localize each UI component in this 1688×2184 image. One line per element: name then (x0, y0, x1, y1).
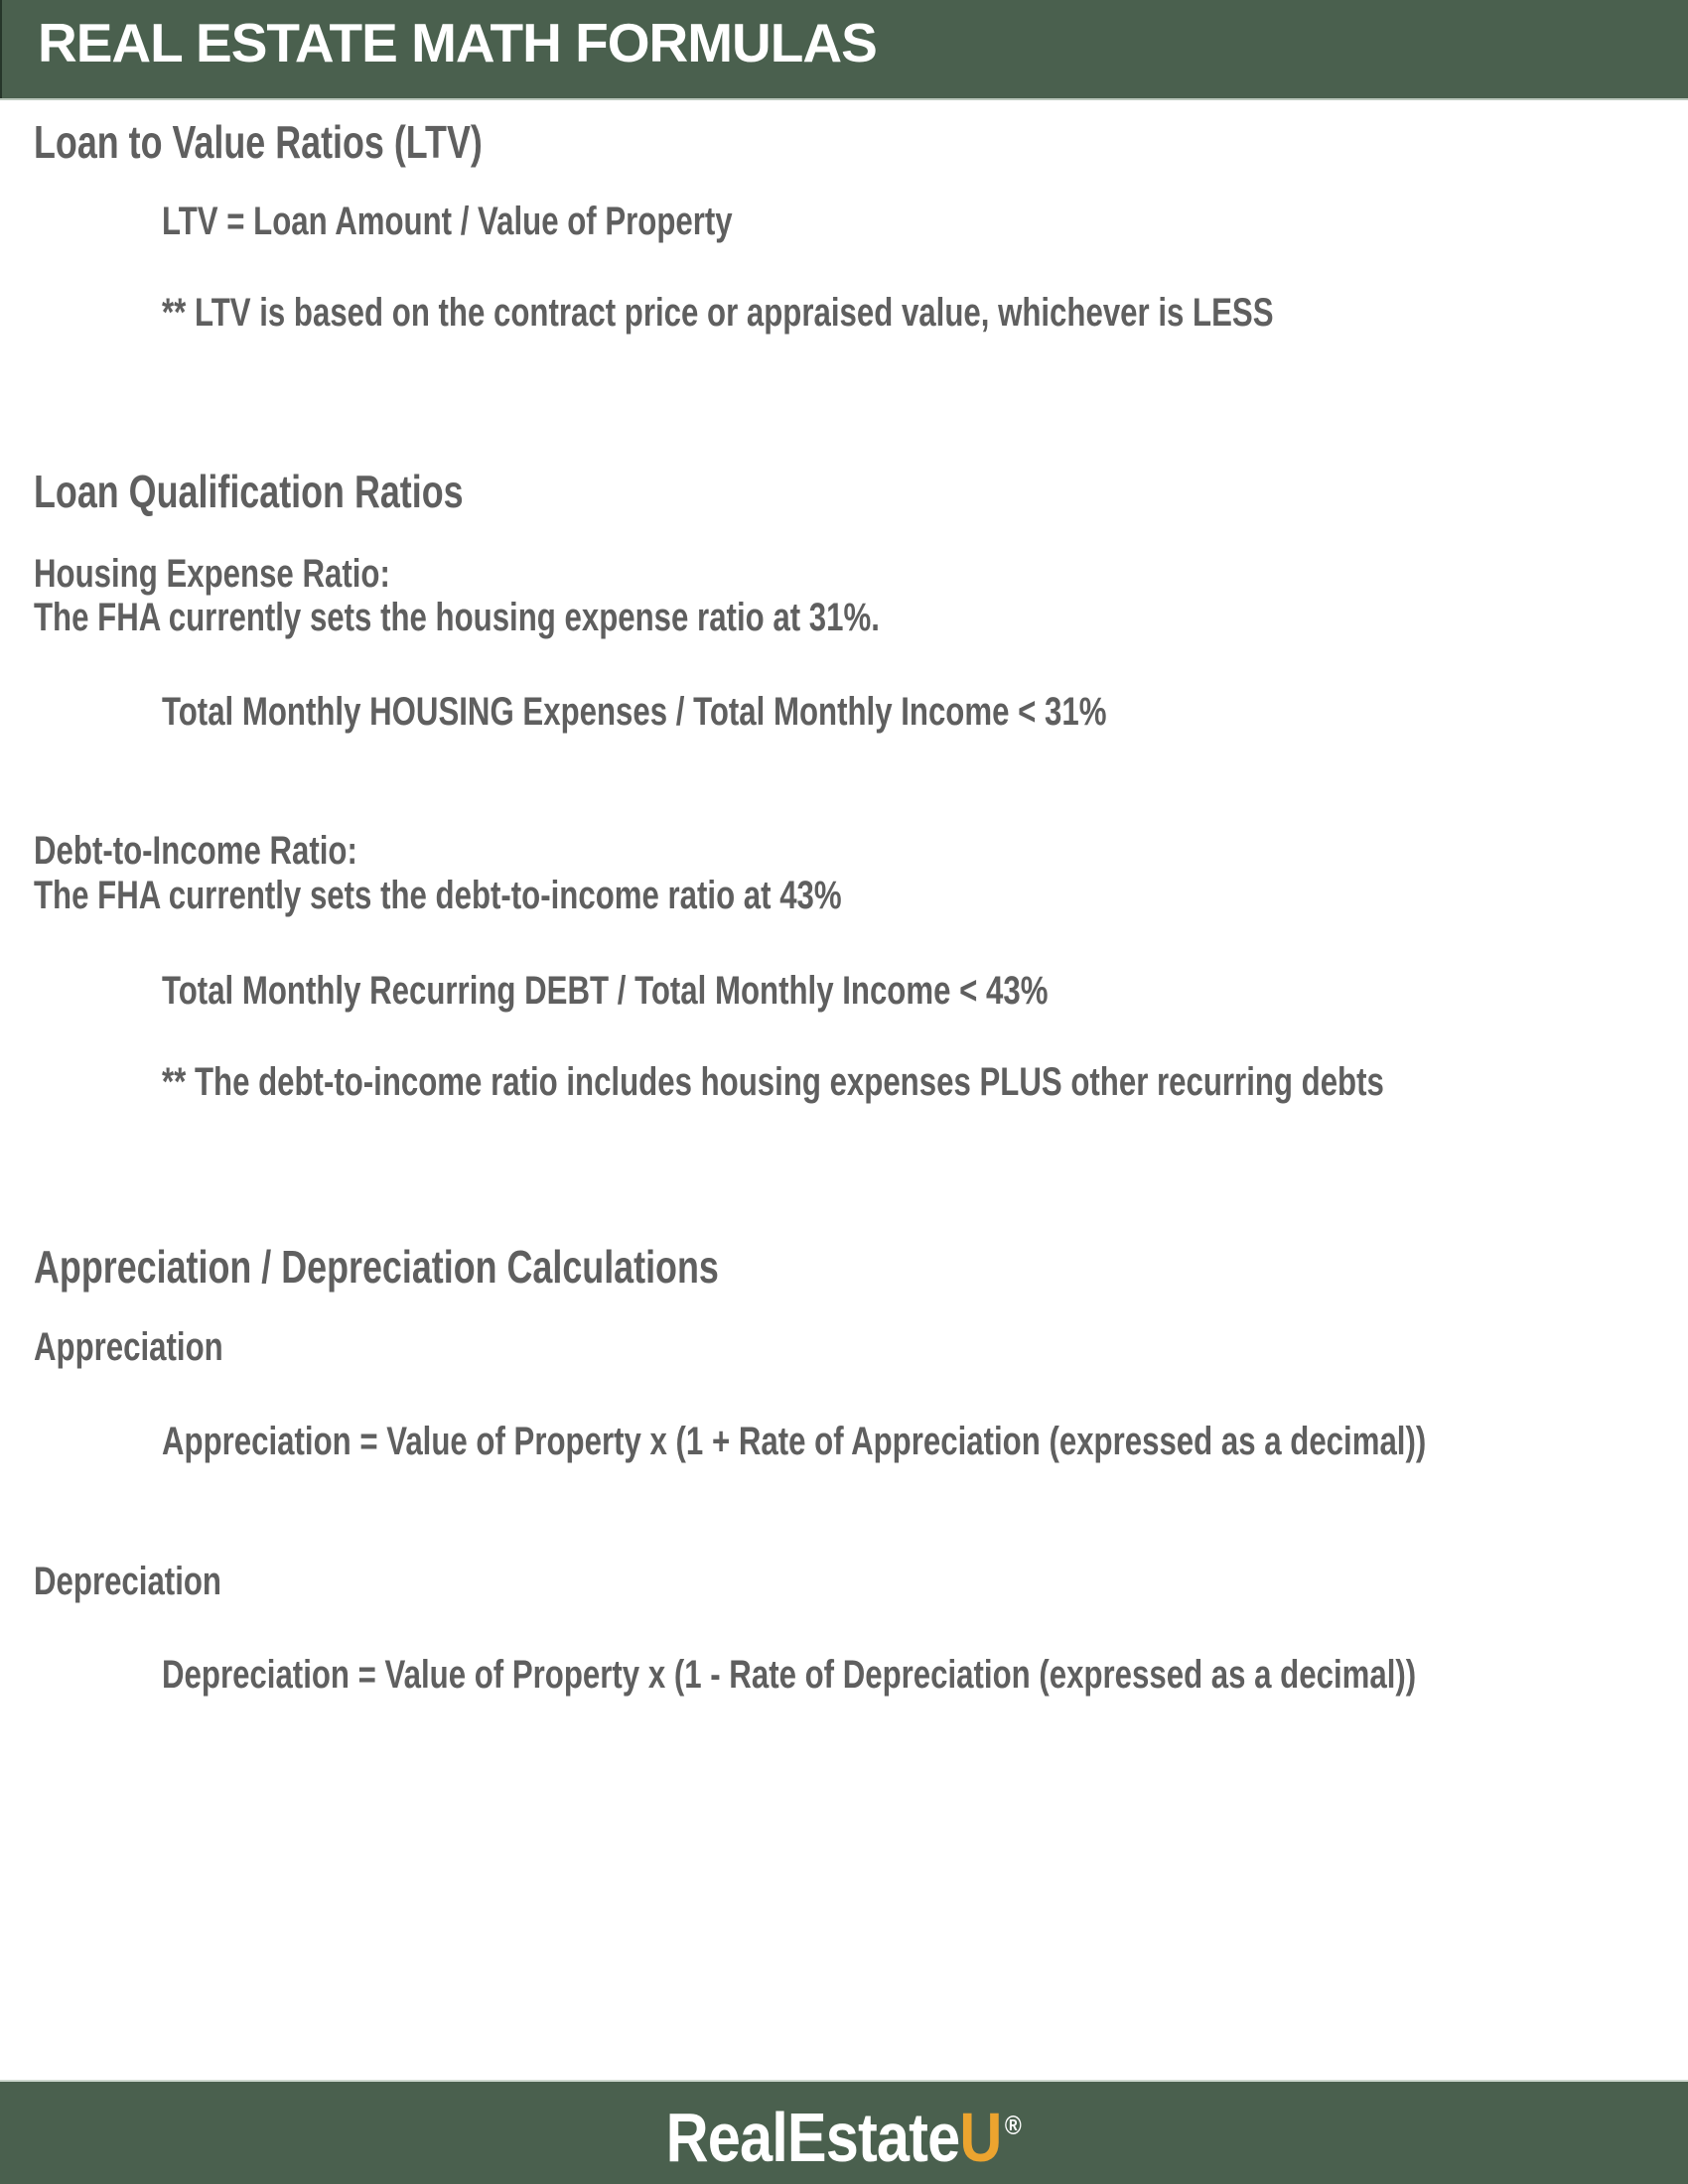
registered-trademark-icon: ® (1005, 2110, 1023, 2140)
debt-to-income-formula: Total Monthly Recurring DEBT / Total Monthly Income < 43% (162, 969, 1049, 1013)
appreciation-subheading: Appreciation (34, 1325, 223, 1369)
depreciation-formula: Depreciation = Value of Property x (1 - Rate of Depreciation (expressed as a decimal)) (162, 1653, 1417, 1697)
section-heading-appreciation-depreciation: Appreciation / Depreciation Calculations (34, 1241, 719, 1293)
logo-text-u: U (959, 2098, 1003, 2176)
debt-to-income-description: The FHA currently sets the debt-to-income ratio at 43% (34, 874, 842, 917)
ltv-note: ** LTV is based on the contract price or appraised value, whichever is LESS (162, 291, 1274, 335)
footer-bar (0, 2080, 1688, 2184)
appreciation-formula: Appreciation = Value of Property x (1 + Rate of Appreciation (expressed as a decimal)) (162, 1420, 1427, 1463)
page-title: REAL ESTATE MATH FORMULAS (38, 12, 877, 73)
debt-to-income-note: ** The debt-to-income ratio includes housing expenses PLUS other recurring debts (162, 1060, 1384, 1104)
realestateu-logo (666, 2090, 1022, 2177)
depreciation-subheading: Depreciation (34, 1560, 221, 1603)
housing-expense-ratio-description: The FHA currently sets the housing expense ratio at 31%. (34, 596, 880, 639)
housing-expense-formula: Total Monthly HOUSING Expenses / Total Monthly Income < 31% (162, 690, 1107, 734)
section-heading-loan-qualification: Loan Qualification Ratios (34, 466, 464, 517)
ltv-formula: LTV = Loan Amount / Value of Property (162, 200, 733, 243)
header-bar (0, 0, 1688, 100)
debt-to-income-subheading: Debt-to-Income Ratio: (34, 829, 357, 873)
section-heading-ltv: Loan to Value Ratios (LTV) (34, 116, 483, 168)
housing-expense-ratio-subheading: Housing Expense Ratio: (34, 552, 390, 596)
logo-text-realestate: RealEstate (665, 2098, 960, 2176)
